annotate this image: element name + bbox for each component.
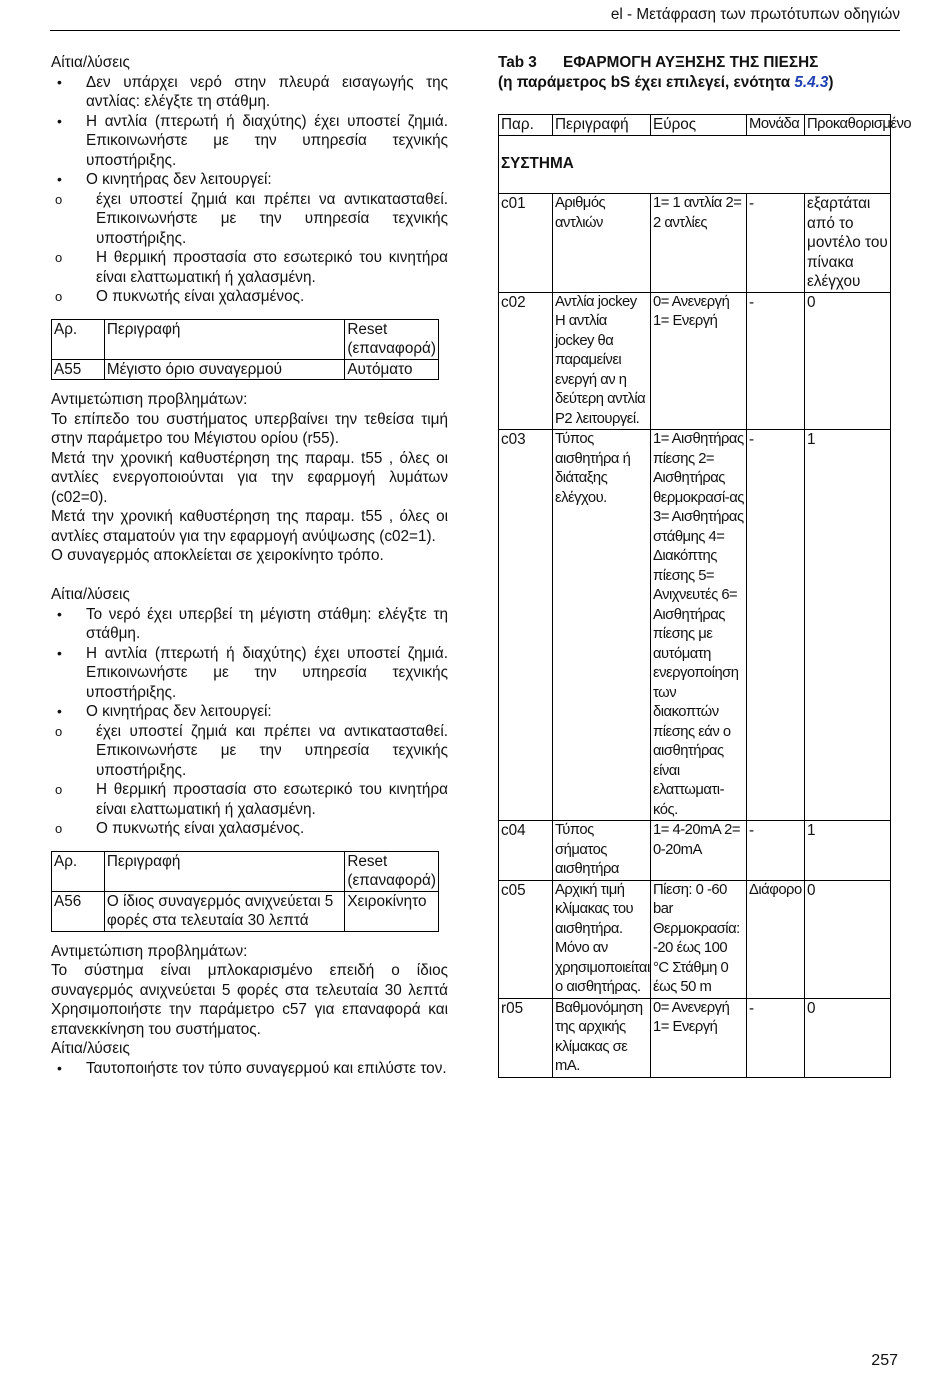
section-title: ΣΥΣΤΗΜΑ <box>499 135 891 194</box>
table-subtitle-close: ) <box>828 73 834 91</box>
paragraph: Το επίπεδο του συστήματος υπερβαίνει την τεθείσα τιμή στην παράμετρο του Μέγιστου ορίου (r55). <box>51 410 448 447</box>
table-subtitle: (η παράμετρος bS έχει επιλεγεί, ενότητα <box>498 73 795 91</box>
page-header <box>50 6 900 31</box>
param-range: 1= Αισθητήρας πίεσης 2= Αισθητήρας θερμοκρασί-ας 3= Αισθητήρας στάθμης 4= Διακόπτης πίεσης 5= Ανιχνευτές 6= Αισθητήρας πίεσης με αυτόματη ενεργοποίηση των διακοπτών πίεσης εάν ο αισθητήρας είναι ελαττωματι-κός. <box>651 430 747 821</box>
list-item: • Δεν υπάρχει νερό στην πλευρά εισαγωγής της αντλίας: ελέγξτε τη στάθμη. <box>51 73 448 112</box>
troubleshoot-heading: Αντιμετώπιση προβλημάτων: <box>51 942 248 960</box>
table-header-row <box>52 319 439 359</box>
header-par: Παρ. <box>499 115 553 136</box>
table-header-row <box>499 115 891 136</box>
param-unit: Διάφορο <box>747 880 805 998</box>
page-number: 257 <box>871 1352 898 1369</box>
header-desc: Περιγραφή <box>104 319 345 359</box>
table-row <box>499 430 891 821</box>
table-row <box>499 194 891 293</box>
list-item: • Η αντλία (πτερωτή ή διαχύτης) έχει υποστεί ζημιά. Επικοινωνήστε με την υπηρεσία τεχνικής υποστήριξης. <box>51 644 448 703</box>
table-title: ΕΦΑΡΜΟΓΗ ΑΥΞΗΣΗΣ ΤΗΣ ΠΙΕΣΗΣ <box>563 54 819 71</box>
paragraph: Μετά την χρονική καθυστέρηση της παραμ. t55 , όλες οι αντλίες ενεργοποιούνται για την εφαρμογή λυμάτων (c02=0). <box>51 449 448 506</box>
right-column <box>498 53 912 1078</box>
param-desc: Αντλία jockey Η αντλία jockey θα παραμείνει ενεργή αν η δεύτερη αντλία P2 λειτουργεί. <box>553 292 651 430</box>
param-code: c05 <box>499 880 553 998</box>
param-unit: - <box>747 292 805 430</box>
param-default: εξαρτάται από το μοντέλο του πίνακα ελέγχου <box>805 194 891 293</box>
list-item-text: Ο κινητήρας δεν λειτουργεί: <box>86 703 272 720</box>
param-desc: Αρχική τιμή κλίμακας του αισθητήρα. Μόνο αν χρησιμοποιείται ο αισθητήρας. <box>553 880 651 998</box>
paragraph: Ο συναγερμός αποκλείεται σε χειροκίνητο τρόπο. <box>51 547 384 564</box>
alarm-table-a55 <box>51 319 439 381</box>
header-desc: Περιγραφή <box>553 115 651 136</box>
header-text: el - Μετάφραση των πρωτότυπων οδηγιών <box>610 6 900 23</box>
header-unit: Μονάδα <box>747 115 805 136</box>
causes-heading: Αίτια/λύσεις <box>51 1040 130 1057</box>
param-desc: Τύπος σήματος αισθητήρα <box>553 821 651 881</box>
param-desc: Αριθμός αντλιών <box>553 194 651 293</box>
header-code: Αρ. <box>52 319 105 359</box>
table-row <box>52 359 439 380</box>
sub-list <box>51 722 448 839</box>
paragraph: Το σύστημα είναι μπλοκαρισμένο επειδή ο ίδιος συναγερμός ανιχνεύεται 5 φορές στα τελευταία 30 λεπτά Χρησιμοποιήστε την παράμετρο c57 για επαναφορά και επανεκκίνηση του συστήματος. <box>51 962 448 1038</box>
left-column <box>51 53 448 1078</box>
alarm-reset: Αυτόματο <box>345 359 439 380</box>
param-range: Πίεση: 0 -60 bar Θερμοκρασία: -20 έως 100 °C Στάθμη 0 έως 50 m <box>651 880 747 998</box>
header-reset: Reset (επαναφορά) <box>345 851 439 891</box>
sub-list-item: o Ο πυκνωτής είναι χαλασμένος. <box>51 819 448 839</box>
causes-list <box>51 605 448 839</box>
alarm-reset: Χειροκίνητο <box>345 891 439 931</box>
param-code: c02 <box>499 292 553 430</box>
param-code: c03 <box>499 430 553 821</box>
causes-heading: Αίτια/λύσεις <box>51 54 130 71</box>
alarm-table-a56 <box>51 851 439 932</box>
table-row <box>499 821 891 881</box>
causes-heading: Αίτια/λύσεις <box>51 586 130 603</box>
param-desc: Βαθμονόμηση της αρχικής κλίμακας σε mA. <box>553 998 651 1077</box>
table-row <box>499 998 891 1077</box>
table-caption <box>498 53 891 92</box>
sub-list-item: o Ο πυκνωτής είναι χαλασμένος. <box>51 287 448 307</box>
troubleshoot-heading: Αντιμετώπιση προβλημάτων: <box>51 391 248 408</box>
alarm-desc: Μέγιστο όριο συναγερμού <box>104 359 345 380</box>
causes-list <box>51 73 448 307</box>
list-item: • Ταυτοποιήστε τον τύπο συναγερμού και επιλύστε τον. <box>51 1059 448 1079</box>
param-default: 1 <box>805 430 891 821</box>
param-code: c04 <box>499 821 553 881</box>
sub-list-item: o Η θερμική προστασία στο εσωτερικό του κινητήρα είναι ελαττωματική ή χαλασμένη. <box>51 780 448 819</box>
param-default: 0 <box>805 292 891 430</box>
table-row <box>499 292 891 430</box>
param-code: r05 <box>499 998 553 1077</box>
sub-list-item: o έχει υποστεί ζημιά και πρέπει να αντικατασταθεί. Επικοινωνήστε με την υπηρεσία τεχνικής υποστήριξης. <box>51 722 448 781</box>
alarm-code: A56 <box>52 891 105 931</box>
param-unit: - <box>747 998 805 1077</box>
header-code: Αρ. <box>52 851 105 891</box>
section-reference-link[interactable]: 5.4.3 <box>794 73 829 91</box>
table-header-row <box>52 851 439 891</box>
param-unit: - <box>747 194 805 293</box>
param-range: 1= 4-20mA 2= 0-20mA <box>651 821 747 881</box>
param-range: 1= 1 αντλία 2= 2 αντλίες <box>651 194 747 293</box>
list-item-text: Ο κινητήρας δεν λειτουργεί: <box>86 171 272 188</box>
paragraph: Μετά την χρονική καθυστέρηση της παραμ. t55 , όλες οι αντλίες σταματούν για την εφαρμογή ανύψωσης (c02=1). <box>51 508 448 545</box>
alarm-code: A55 <box>52 359 105 380</box>
list-item <box>51 702 448 839</box>
param-range: 0= Ανενεργή 1= Ενεργή <box>651 292 747 430</box>
param-desc: Τύπος αισθητήρα ή διάταξης ελέγχου. <box>553 430 651 821</box>
header-default: Προκαθορισμένο <box>805 115 891 136</box>
list-item <box>51 170 448 307</box>
table-row <box>499 880 891 998</box>
header-range: Εύρος <box>651 115 747 136</box>
param-code: c01 <box>499 194 553 293</box>
table-row <box>52 891 439 931</box>
param-unit: - <box>747 430 805 821</box>
parameter-table <box>498 114 912 1078</box>
header-desc: Περιγραφή <box>104 851 345 891</box>
sub-list <box>51 190 448 307</box>
param-default: 0 <box>805 880 891 998</box>
causes-list <box>51 1059 448 1079</box>
table-label: Tab 3 <box>498 54 537 71</box>
list-item: • Το νερό έχει υπερβεί τη μέγιστη στάθμη: ελέγξτε τη στάθμη. <box>51 605 448 644</box>
list-item: • Η αντλία (πτερωτή ή διαχύτης) έχει υποστεί ζημιά. Επικοινωνήστε με την υπηρεσία τεχνικής υποστήριξης. <box>51 112 448 171</box>
sub-list-item: o Η θερμική προστασία στο εσωτερικό του κινητήρα είναι ελαττωματική ή χαλασμένη. <box>51 248 448 287</box>
param-unit: - <box>747 821 805 881</box>
param-range: 0= Ανενεργή 1= Ενεργή <box>651 998 747 1077</box>
sub-list-item: o έχει υποστεί ζημιά και πρέπει να αντικατασταθεί. Επικοινωνήστε με την υπηρεσία τεχνικής υποστήριξης. <box>51 190 448 249</box>
param-default: 1 <box>805 821 891 881</box>
header-reset: Reset (επαναφορά) <box>345 319 439 359</box>
section-row <box>499 135 891 194</box>
alarm-desc: Ο ίδιος συναγερμός ανιχνεύεται 5 φορές στα τελευταία 30 λεπτά <box>104 891 345 931</box>
param-default: 0 <box>805 998 891 1077</box>
